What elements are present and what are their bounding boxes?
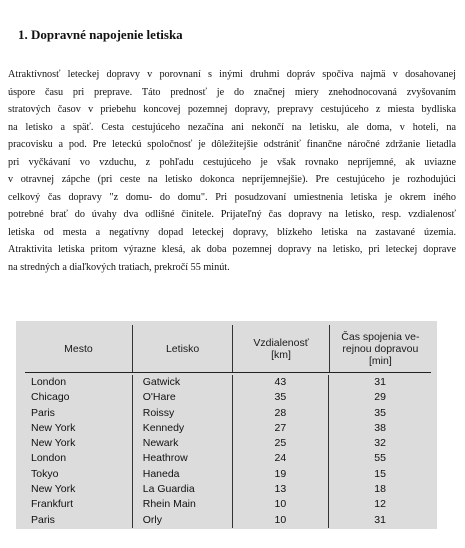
table-row: [25, 390, 431, 405]
header-time-unit: [min]: [368, 354, 392, 367]
time-cell: 15: [374, 467, 386, 480]
city-cell: London: [25, 375, 133, 390]
airport-cell: Orly: [133, 513, 233, 528]
time-cell: 18: [374, 483, 386, 496]
paragraph-line: potrebné brať do úvahy dva odlišné činitele. Prijateľný čas dopravy na letisko, resp. vzdialenosť: [8, 209, 456, 220]
airport-cell: O'Hare: [133, 390, 233, 405]
airport-cell: Kennedy: [133, 421, 233, 436]
table-row: [25, 406, 431, 421]
city-cell: Tokyo: [25, 467, 133, 482]
paragraph-line: pri vyčkávaní vo vzduchu, z pohľadu cestujúceho je však rovnako nepríjemné, ak uviazne: [8, 156, 456, 168]
header-time-line-1: Čas spojenia ve-: [341, 330, 420, 343]
body-paragraph: [8, 66, 456, 276]
distance-cell: 35: [233, 390, 330, 405]
paragraph-line: úspore času pri preprave. Táto prednosť je do značnej miery znehodnocovaná zvyšovaním: [8, 86, 456, 98]
table-body: [25, 375, 431, 528]
airport-cell: La Guardia: [133, 482, 233, 497]
city-cell: Paris: [25, 406, 133, 421]
paragraph-line: pracovisku a pod. Pre leteckú spoločnosť je dôležitejšie odstrániť finančne náročné zdržanie lietadla: [8, 139, 456, 150]
time-cell: 35: [374, 406, 386, 419]
distance-cell: 24: [233, 451, 330, 466]
paragraph-line: letiska od mesta a negatívny dopad leteckej dopravy, blízkeho letiska na zastavané územia.: [8, 226, 456, 238]
header-airport: Letisko: [133, 325, 233, 372]
airport-cell: Haneda: [133, 467, 233, 482]
table-row: [25, 451, 431, 466]
airport-cell: Heathrow: [133, 451, 233, 466]
header-time-line-2: rejnou dopravou: [342, 342, 419, 355]
city-cell: New York: [25, 482, 133, 497]
table-row: [25, 375, 431, 390]
time-cell: 32: [374, 437, 386, 450]
section-heading: 1. Dopravné napojenie letiska: [18, 27, 183, 42]
airport-cell: Rhein Main: [133, 497, 233, 512]
table-row: [25, 467, 431, 482]
time-cell: 12: [374, 498, 386, 511]
city-cell: Chicago: [25, 390, 133, 405]
distance-cell: 43: [233, 375, 330, 390]
paragraph-line: na letisko a späť. Cesta cestujúceho nezačína ani nekončí na letisku, ale doma, v hoteli, na: [8, 121, 456, 133]
table-row: [25, 497, 431, 512]
header-time: [330, 325, 431, 372]
distance-cell: 10: [233, 513, 330, 528]
time-cell: 55: [374, 452, 386, 465]
time-cell: 29: [374, 391, 386, 404]
header-city: Mesto: [25, 325, 133, 372]
paragraph-line: Atraktívnosť leteckej dopravy v porovnaní s inými druhmi dopráv spočíva najmä v dosahovanej: [8, 69, 456, 80]
distance-cell: 13: [233, 482, 330, 497]
time-cell: 31: [374, 376, 386, 388]
distance-cell: 27: [233, 421, 330, 436]
airport-cell: Gatwick: [133, 375, 233, 390]
airport-cell: Newark: [133, 436, 233, 451]
paragraph-line: v otravnej zápche (pri ceste na letisko dokonca nepríjemnejšie). Pre cestujúceho je rozhodujúci: [8, 174, 456, 185]
distance-cell: 19: [233, 467, 330, 482]
city-cell: London: [25, 451, 133, 466]
city-cell: Paris: [25, 513, 133, 528]
table-row: [25, 482, 431, 497]
paragraph-line: celkový čas dopravy "z domu- do domu". Pri posudzovaní umiestnenia letiska je okrem iného: [8, 191, 456, 203]
airport-table-image: [16, 321, 437, 529]
distance-cell: 25: [233, 436, 330, 451]
city-cell: New York: [25, 436, 133, 451]
city-cell: Frankfurt: [25, 497, 133, 512]
header-distance-unit: [km]: [271, 348, 291, 361]
time-cell: 31: [374, 513, 386, 526]
distance-cell: 28: [233, 406, 330, 421]
distance-cell: 10: [233, 497, 330, 512]
table-header-row: [25, 325, 431, 373]
table-row: [25, 436, 431, 451]
header-distance-line: Vzdialenosť: [253, 336, 309, 349]
airport-table: [25, 325, 431, 525]
paragraph-line: Atraktivita letiska pritom výrazne klesá, ak doba pozemnej dopravy na letisko, pri leteckej doprave: [8, 244, 456, 255]
paragraph-line: stratových časov v priebehu koncovej pozemnej dopravy, prepravy cestujúceho z miesta bydliska: [8, 104, 456, 115]
paragraph-line: na stredných a diaľkových tratiach, prekročí 55 minút.: [8, 261, 230, 273]
airport-cell: Roissy: [133, 406, 233, 421]
city-cell: New York: [25, 421, 133, 436]
header-distance: [233, 325, 330, 372]
table-row: [25, 421, 431, 436]
table-row: [25, 513, 431, 528]
time-cell: 38: [374, 421, 386, 434]
